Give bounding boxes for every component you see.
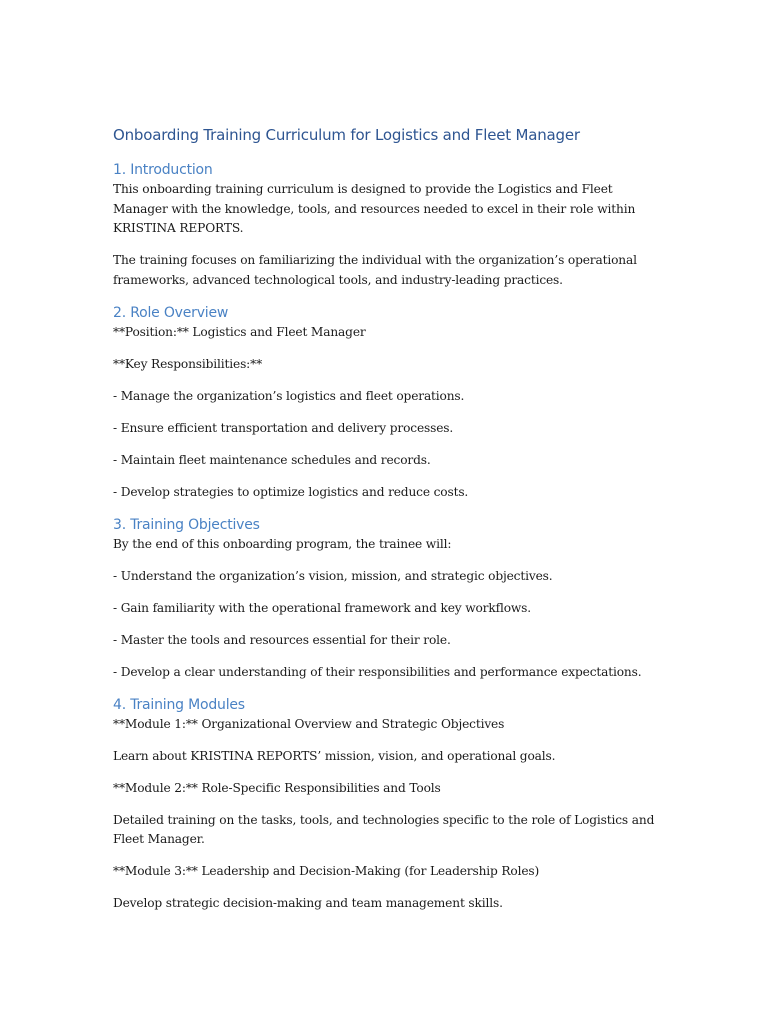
paragraph: Develop strategic decision-making and team management skills. [113, 896, 503, 910]
list-item: - Develop strategies to optimize logistics and reduce costs. [113, 484, 469, 499]
paragraph: **Position:** Logistics and Fleet Manager [113, 324, 366, 339]
list-item: - Ensure efficient transportation and delivery processes. [113, 420, 454, 435]
paragraph: **Key Responsibilities:** [113, 356, 263, 371]
paragraph: **Module 1:** Organizational Overview and Strategic Objectives [113, 716, 505, 731]
paragraph: Detailed training on the tasks, tools, and technologies specific to the role of Logistics and Fleet Manager. [113, 812, 655, 846]
paragraph: The training focuses on familiarizing the individual with the organization’s operational frameworks, advanced technological tools, and industry-leading practices. [113, 253, 637, 287]
paragraph: This onboarding training curriculum is designed to provide the Logistics and Fleet Manager with the knowledge, tools, and resources needed to excel in their role within KRISTINA REPORTS. [113, 182, 636, 235]
list-item: - Understand the organization’s vision, mission, and strategic objectives. [113, 568, 553, 583]
list-item: - Gain familiarity with the operational framework and key workflows. [113, 600, 531, 615]
list-item: - Develop a clear understanding of their responsibilities and performance expectations. [113, 664, 642, 679]
list-item: - Maintain fleet maintenance schedules and records. [113, 452, 431, 467]
section-heading: 3. Training Objectives [113, 516, 260, 533]
list-item: - Manage the organization’s logistics and fleet operations. [113, 388, 465, 403]
paragraph: **Module 3:** Leadership and Decision-Making (for Leadership Roles) [113, 864, 540, 878]
paragraph: **Module 2:** Role-Specific Responsibilities and Tools [113, 780, 441, 795]
document-page [113, 124, 658, 926]
section-heading: 2. Role Overview [113, 304, 229, 321]
section-training-objectives [113, 515, 658, 683]
paragraph: By the end of this onboarding program, the trainee will: [113, 536, 452, 551]
paragraph: Learn about KRISTINA REPORTS’ mission, vision, and operational goals. [113, 748, 556, 763]
section-heading: 4. Training Modules [113, 696, 245, 713]
section-role-overview [113, 303, 658, 503]
section-introduction [113, 160, 658, 290]
section-training-modules [113, 695, 658, 914]
list-item: - Master the tools and resources essential for their role. [113, 632, 451, 647]
document-title: Onboarding Training Curriculum for Logistics and Fleet Manager [113, 126, 580, 144]
section-heading: 1. Introduction [113, 162, 213, 178]
